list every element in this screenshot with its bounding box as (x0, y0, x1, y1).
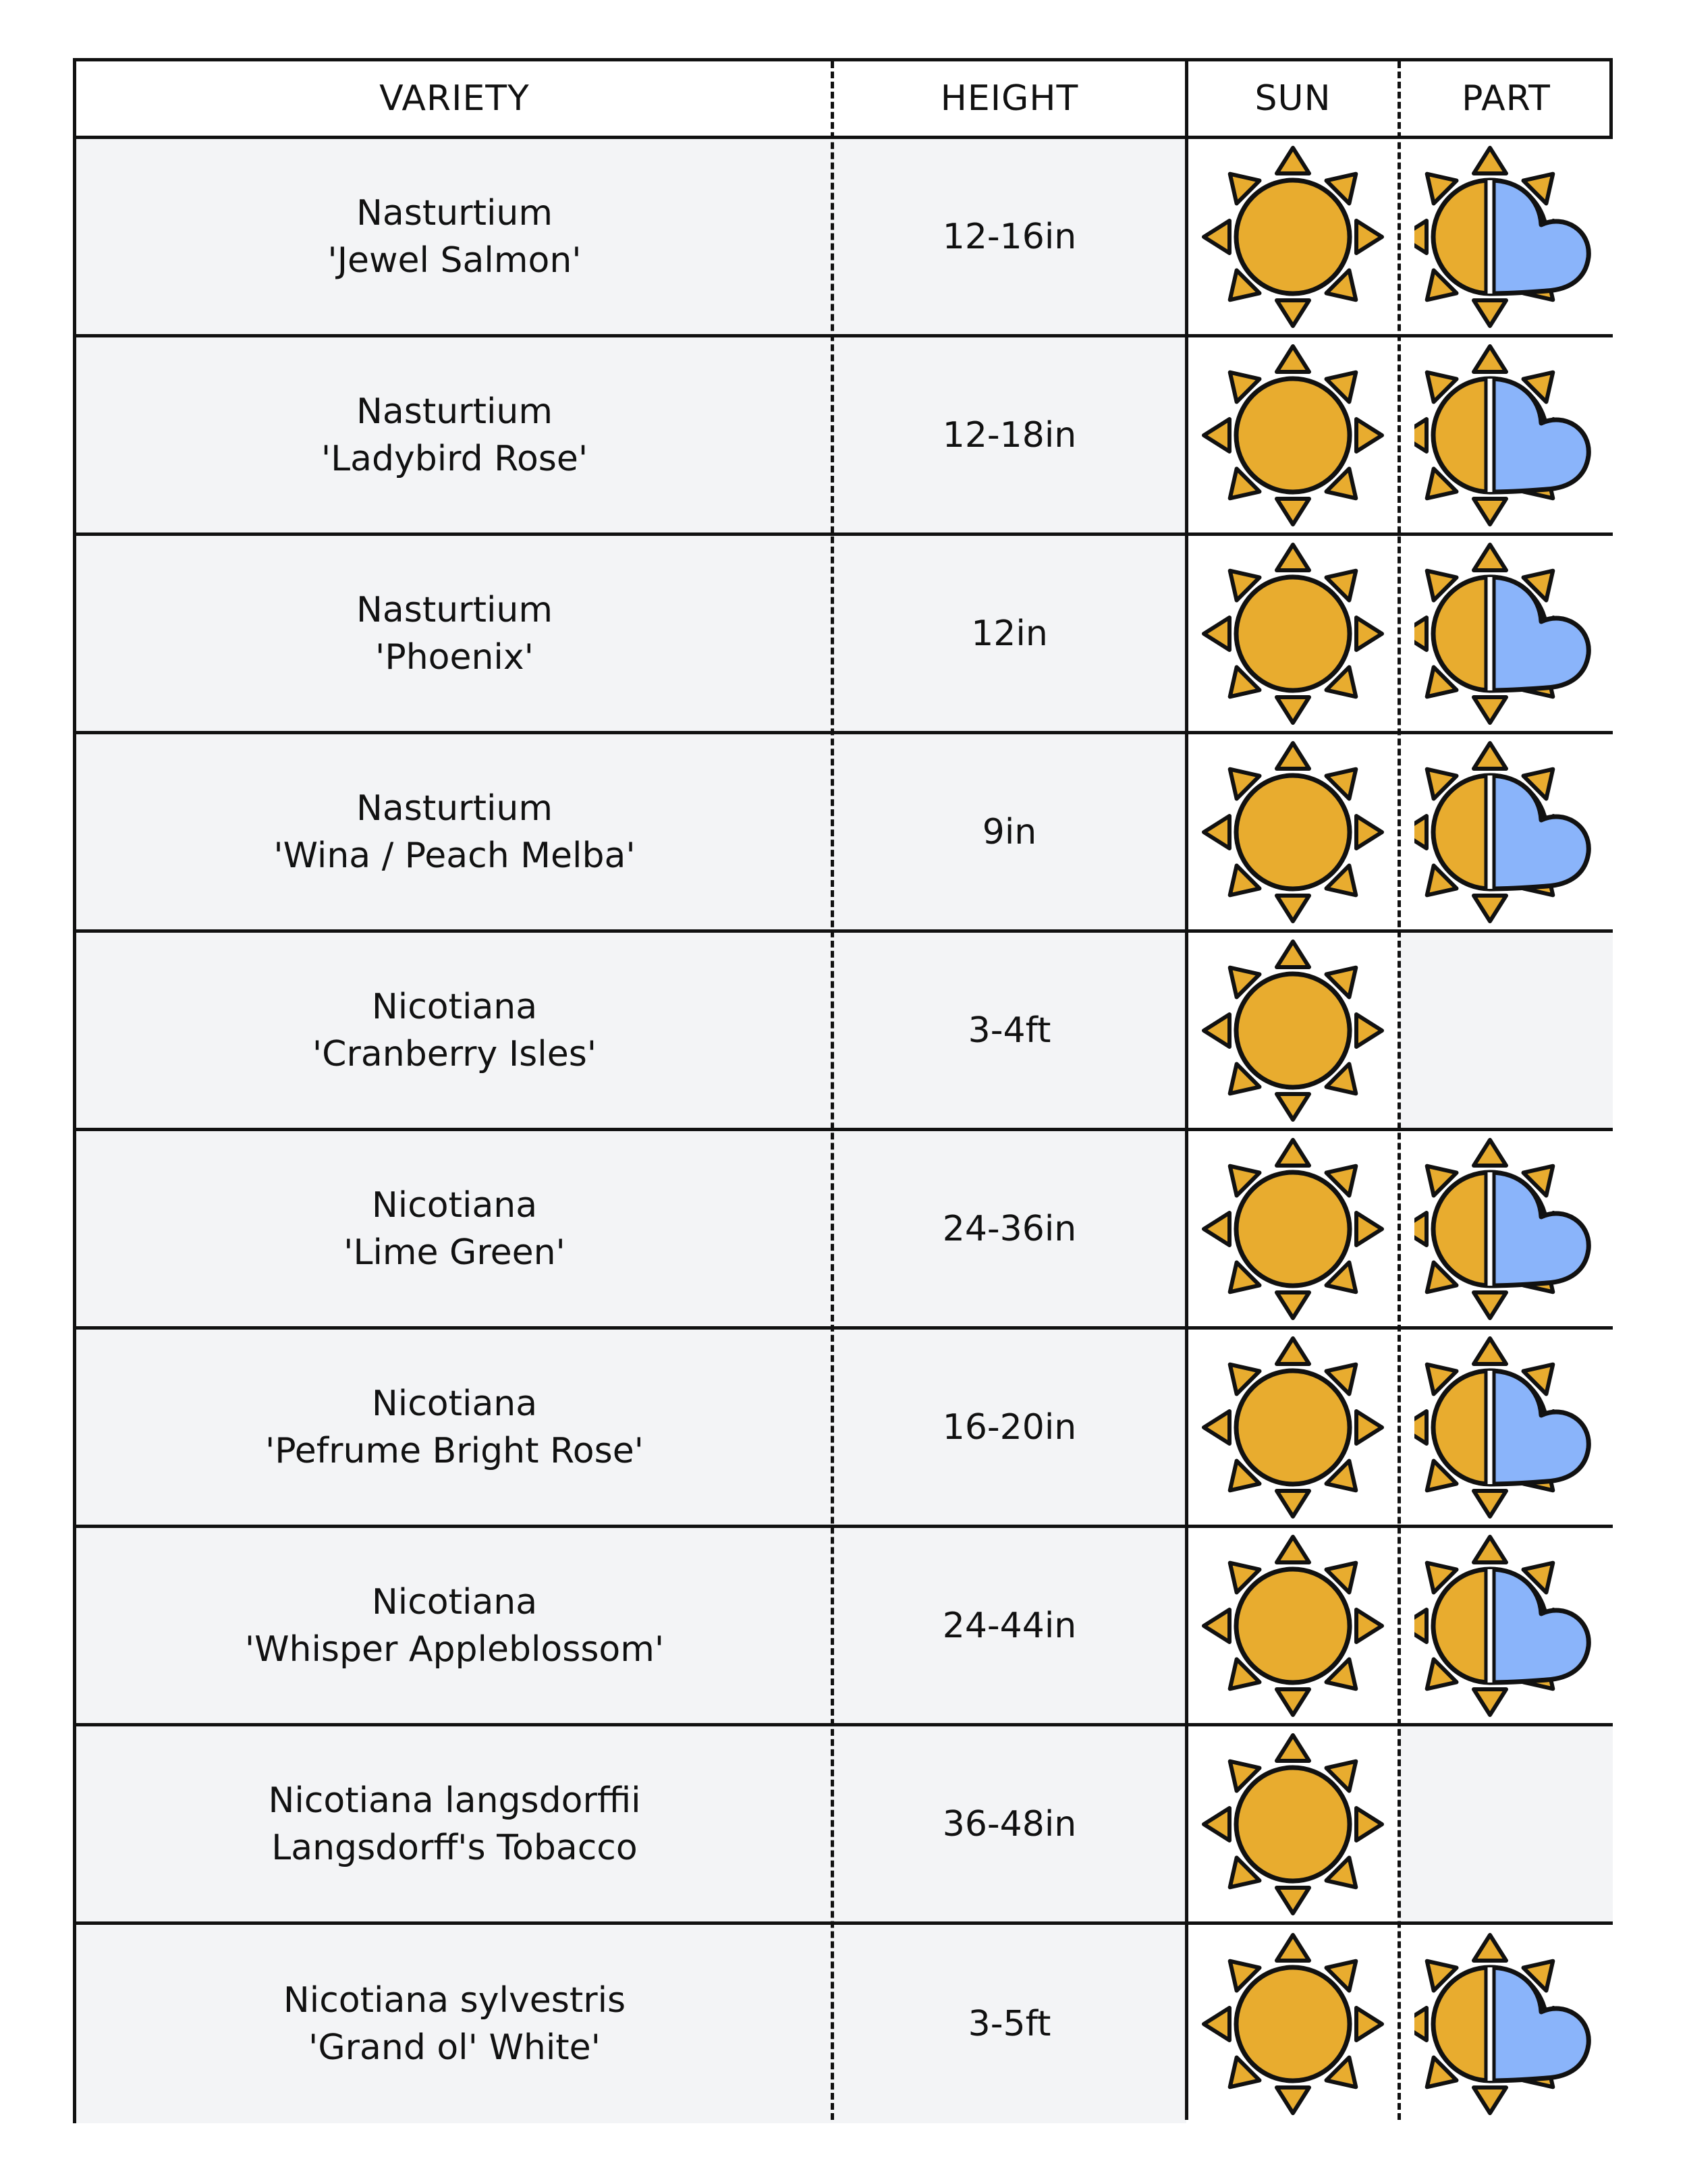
variety-cell (76, 1726, 833, 1921)
variety-name: Nasturtium (356, 589, 553, 630)
table-row (76, 536, 1609, 734)
table-row (76, 337, 1609, 536)
part-sun-icon (1414, 145, 1598, 329)
part-sun-icon (1414, 1534, 1598, 1718)
sun-cell (1186, 1131, 1400, 1326)
variety-cell (76, 1131, 833, 1326)
height-cell: 3-5ft (833, 1925, 1186, 2123)
part-sun-icon (1414, 1336, 1598, 1519)
sun-cell (1186, 734, 1400, 929)
sun-cell (1186, 139, 1400, 334)
variety-cell (76, 1925, 833, 2123)
part-sun-icon (1414, 344, 1598, 527)
variety-cultivar: 'Ladybird Rose' (321, 438, 588, 479)
part-cell (1400, 933, 1613, 1128)
variety-cultivar: 'Pefrume Bright Rose' (265, 1430, 644, 1471)
height-cell: 16-20in (833, 1330, 1186, 1525)
part-cell (1400, 1925, 1613, 2123)
part-cell (1400, 1131, 1613, 1326)
part-cell (1400, 734, 1613, 929)
variety-cultivar: 'Jewel Salmon' (327, 240, 582, 281)
full-sun-icon (1201, 740, 1385, 924)
part-sun-icon (1414, 542, 1598, 726)
height-cell: 24-44in (833, 1528, 1186, 1723)
table-row (76, 734, 1609, 933)
variety-cell (76, 1528, 833, 1723)
variety-cultivar: 'Whisper Appleblossom' (244, 1629, 665, 1670)
full-sun-icon (1201, 1932, 1385, 2116)
table-row (76, 139, 1609, 337)
height-cell: 24-36in (833, 1131, 1186, 1326)
variety-name: Nicotiana sylvestris (283, 1980, 626, 2021)
sun-cell (1186, 337, 1400, 533)
table-row (76, 1131, 1609, 1330)
table-row (76, 933, 1609, 1131)
divider-variety-height (831, 61, 834, 2120)
variety-name: Nicotiana (371, 1184, 538, 1226)
header-sun: SUN (1254, 78, 1331, 119)
part-cell (1400, 536, 1613, 731)
variety-cell (76, 734, 833, 929)
variety-name: Nicotiana langsdorffii (268, 1780, 641, 1821)
header-variety: VARIETY (379, 78, 530, 119)
variety-name: Nasturtium (356, 788, 553, 829)
table-header (76, 61, 1609, 139)
variety-name: Nicotiana (371, 1581, 538, 1622)
part-cell (1400, 337, 1613, 533)
variety-cell (76, 536, 833, 731)
part-cell (1400, 1528, 1613, 1723)
full-sun-icon (1201, 1336, 1385, 1519)
height-cell: 12-18in (833, 337, 1186, 533)
height-cell: 3-4ft (833, 933, 1186, 1128)
part-cell (1400, 1726, 1613, 1921)
variety-cultivar: 'Cranberry Isles' (312, 1033, 597, 1074)
variety-cell (76, 1330, 833, 1525)
sun-cell (1186, 1925, 1400, 2123)
sun-cell (1186, 1726, 1400, 1921)
part-sun-icon (1414, 740, 1598, 924)
full-sun-icon (1201, 1534, 1385, 1718)
table-row (76, 1726, 1609, 1925)
full-sun-icon (1201, 344, 1385, 527)
part-cell (1400, 139, 1613, 334)
header-height: HEIGHT (940, 78, 1079, 119)
variety-cultivar: 'Grand ol' White' (308, 2027, 601, 2068)
divider-height-sun (1185, 61, 1188, 2120)
variety-cultivar: 'Phoenix' (375, 636, 534, 678)
header-part: PART (1462, 78, 1551, 119)
variety-name: Nicotiana (371, 1383, 538, 1424)
full-sun-icon (1201, 145, 1385, 329)
variety-cell (76, 139, 833, 334)
part-cell (1400, 1330, 1613, 1525)
part-sun-icon (1414, 1932, 1598, 2116)
plant-table (73, 58, 1613, 2123)
full-sun-icon (1201, 1137, 1385, 1321)
variety-name: Nasturtium (356, 192, 553, 234)
variety-cultivar: 'Lime Green' (343, 1232, 565, 1273)
height-cell: 12-16in (833, 139, 1186, 334)
divider-sun-part (1398, 61, 1401, 2120)
sun-cell (1186, 536, 1400, 731)
sun-cell (1186, 1528, 1400, 1723)
variety-cell (76, 337, 833, 533)
height-cell: 9in (833, 734, 1186, 929)
variety-cultivar: 'Wina / Peach Melba' (273, 835, 636, 876)
table-row (76, 1925, 1609, 2123)
height-cell: 12in (833, 536, 1186, 731)
full-sun-icon (1201, 1732, 1385, 1916)
variety-name: Nasturtium (356, 391, 553, 432)
table-row (76, 1528, 1609, 1726)
variety-cultivar: Langsdorff's Tobacco (271, 1827, 638, 1868)
height-cell: 36-48in (833, 1726, 1186, 1921)
variety-name: Nicotiana (371, 986, 538, 1027)
table-row (76, 1330, 1609, 1528)
full-sun-icon (1201, 939, 1385, 1122)
full-sun-icon (1201, 542, 1385, 726)
variety-cell (76, 933, 833, 1128)
part-sun-icon (1414, 1137, 1598, 1321)
sun-cell (1186, 933, 1400, 1128)
sun-cell (1186, 1330, 1400, 1525)
